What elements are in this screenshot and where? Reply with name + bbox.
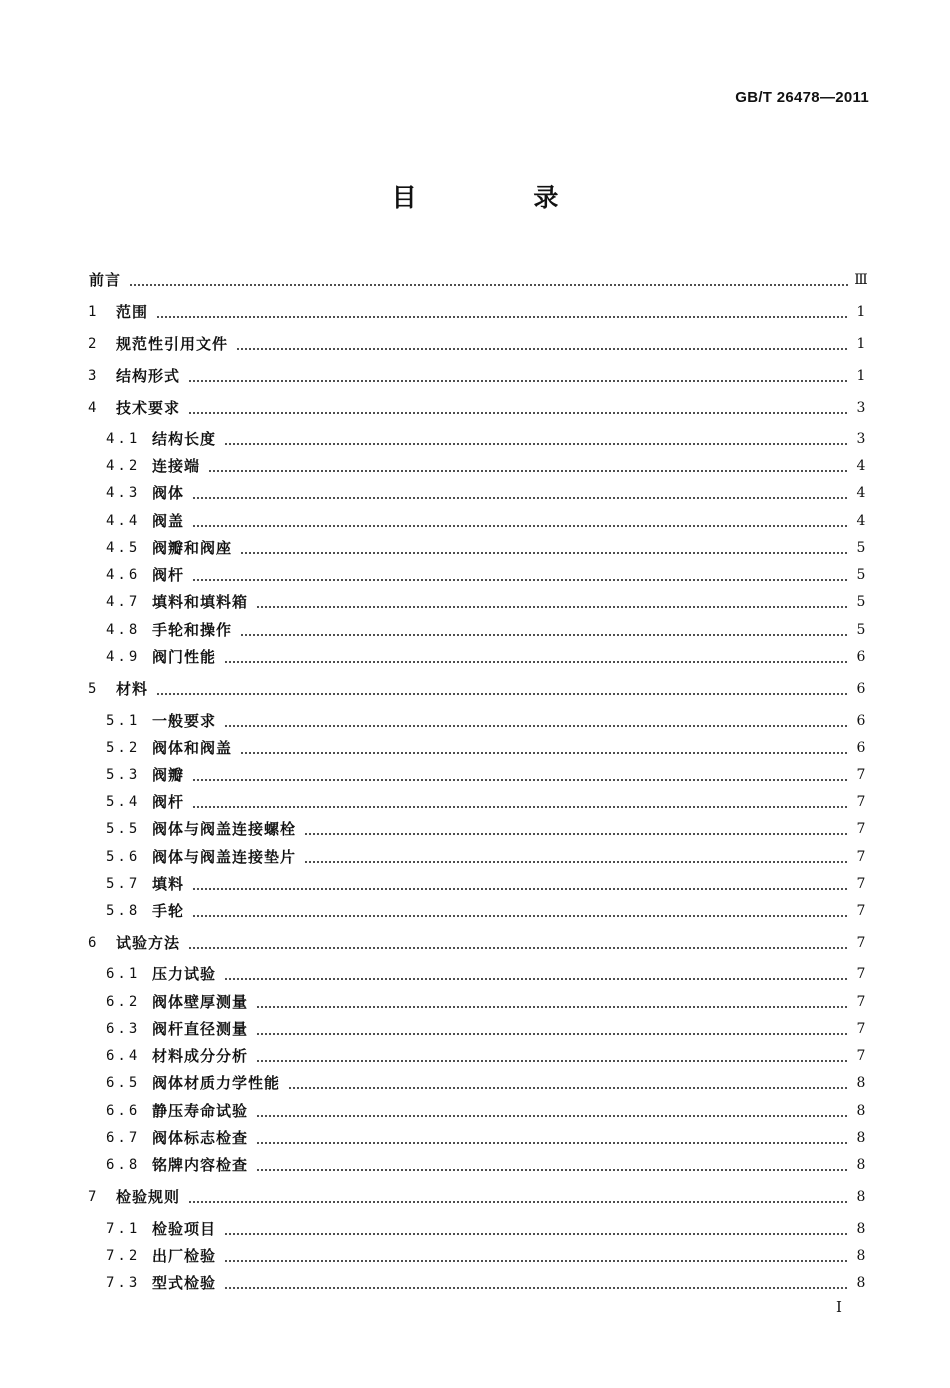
toc-entry-label: 阀体和阀盖 xyxy=(152,739,233,757)
dot-leader xyxy=(256,1142,848,1144)
toc-entry-label: 型式检验 xyxy=(152,1274,217,1292)
toc-entry-number: 5.4 xyxy=(106,794,141,810)
toc-entry-label: 结构形式 xyxy=(116,367,181,385)
toc-entry-page: 4 xyxy=(856,513,866,529)
toc-entry-number: 6.5 xyxy=(106,1075,141,1091)
toc-entry[interactable] xyxy=(0,509,950,531)
toc-entry-label: 阀杆 xyxy=(152,793,185,811)
toc-entry[interactable] xyxy=(0,481,950,503)
toc-entry-page: 7 xyxy=(856,849,866,865)
toc-entry-number: 4.7 xyxy=(106,594,141,610)
dot-leader xyxy=(224,443,848,445)
toc-entry-label: 阀杆直径测量 xyxy=(152,1020,249,1038)
page-number: I xyxy=(836,1298,842,1316)
toc-entry-number: 7.1 xyxy=(106,1221,141,1237)
toc-entry-page: 8 xyxy=(856,1189,866,1205)
toc-entry-page: 5 xyxy=(856,594,866,610)
toc-entry-number: 5.3 xyxy=(106,767,141,783)
toc-entry[interactable] xyxy=(0,790,950,812)
toc-entry-label: 出厂检验 xyxy=(152,1247,217,1265)
toc-entry-number: 4.8 xyxy=(106,622,141,638)
toc-entry-label: 填料和填料箱 xyxy=(152,593,249,611)
toc-entry-number: 6 xyxy=(88,935,97,951)
toc-entry-label: 阀瓣 xyxy=(152,766,185,784)
dot-leader xyxy=(256,606,848,608)
toc-entry-label: 检验规则 xyxy=(116,1188,181,1206)
dot-leader xyxy=(256,1115,848,1117)
toc-entry[interactable] xyxy=(0,1153,950,1175)
toc-entry[interactable] xyxy=(0,590,950,612)
dot-leader xyxy=(304,861,848,863)
dot-leader xyxy=(208,470,848,472)
toc-entry[interactable] xyxy=(0,1126,950,1148)
toc-entry-label: 连接端 xyxy=(152,457,201,475)
toc-entry-number: 6.6 xyxy=(106,1103,141,1119)
toc-entry-number: 5.7 xyxy=(106,876,141,892)
toc-entry[interactable] xyxy=(0,396,950,418)
toc-entry-page: 7 xyxy=(856,794,866,810)
dot-leader xyxy=(224,1260,848,1262)
dot-leader xyxy=(192,497,848,499)
dot-leader xyxy=(188,1201,848,1203)
dot-leader xyxy=(256,1006,848,1008)
toc-entry-label: 规范性引用文件 xyxy=(116,335,229,353)
toc-entry-number: 4.9 xyxy=(106,649,141,665)
toc-entry-number: 6.2 xyxy=(106,994,141,1010)
toc-entry-label: 阀体壁厚测量 xyxy=(152,993,249,1011)
toc-entry-label: 材料 xyxy=(116,680,149,698)
toc-entry[interactable] xyxy=(0,1244,950,1266)
toc-entry-page: 4 xyxy=(856,458,866,474)
toc-entry-page: 3 xyxy=(856,431,866,447)
toc-entry-label: 阀盖 xyxy=(152,512,185,530)
toc-entry-page: 7 xyxy=(856,1021,866,1037)
toc-entry-page: 7 xyxy=(856,903,866,919)
toc-entry-page: 8 xyxy=(856,1275,866,1291)
toc-entry[interactable] xyxy=(0,1099,950,1121)
dot-leader xyxy=(224,725,848,727)
dot-leader xyxy=(256,1060,848,1062)
toc-entry-number: 6.3 xyxy=(106,1021,141,1037)
toc-entry-page: 1 xyxy=(856,304,866,320)
toc-entry[interactable] xyxy=(0,618,950,640)
toc-entry[interactable] xyxy=(0,1044,950,1066)
toc-entry-page: 1 xyxy=(856,368,866,384)
toc-entry-number: 5.8 xyxy=(106,903,141,919)
dot-leader xyxy=(188,380,848,382)
toc-entry-label: 材料成分分析 xyxy=(152,1047,249,1065)
toc-entry[interactable] xyxy=(0,1071,950,1093)
toc-entry[interactable] xyxy=(0,536,950,558)
toc-entry-label: 手轮 xyxy=(152,902,185,920)
toc-entry-label: 前言 xyxy=(89,271,122,289)
toc-entry-label: 一般要求 xyxy=(152,712,217,730)
toc-entry-number: 4.6 xyxy=(106,567,141,583)
toc-entry-page: 6 xyxy=(856,681,866,697)
toc-entry-number: 1 xyxy=(88,304,97,320)
toc-entry-page: 7 xyxy=(856,966,866,982)
toc-entry-number: 5.1 xyxy=(106,713,141,729)
standard-code: GB/T 26478—2011 xyxy=(735,89,869,106)
toc-entry[interactable] xyxy=(0,563,950,585)
dot-leader xyxy=(192,579,848,581)
dot-leader xyxy=(188,412,848,414)
toc-entry-number: 6.7 xyxy=(106,1130,141,1146)
toc-entry[interactable] xyxy=(0,1271,950,1293)
toc-entry-page: 7 xyxy=(856,1048,866,1064)
dot-leader xyxy=(129,284,848,286)
dot-leader xyxy=(192,915,848,917)
toc-entry-page: 4 xyxy=(856,485,866,501)
dot-leader xyxy=(288,1087,848,1089)
page-title: 目 录 xyxy=(391,183,613,212)
toc-entry[interactable] xyxy=(0,454,950,476)
toc-entry[interactable] xyxy=(0,845,950,867)
toc-entry-number: 4.5 xyxy=(106,540,141,556)
dot-leader xyxy=(240,634,848,636)
toc-entry[interactable] xyxy=(0,300,950,322)
toc-entry[interactable] xyxy=(0,899,950,921)
dot-leader xyxy=(156,316,848,318)
toc-entry-page: 8 xyxy=(856,1221,866,1237)
toc-entry[interactable] xyxy=(0,332,950,354)
dot-leader xyxy=(156,693,848,695)
dot-leader xyxy=(240,552,848,554)
toc-entry-number: 4.2 xyxy=(106,458,141,474)
toc-entry-page: 7 xyxy=(856,994,866,1010)
toc-entry-label: 填料 xyxy=(152,875,185,893)
toc-entry-page: 8 xyxy=(856,1248,866,1264)
toc-entry[interactable] xyxy=(0,1017,950,1039)
toc-entry-page: 7 xyxy=(856,821,866,837)
toc-entry-page: 7 xyxy=(856,935,866,951)
toc-entry[interactable] xyxy=(0,1217,950,1239)
toc-entry-number: 7.3 xyxy=(106,1275,141,1291)
toc-entry-number: 7.2 xyxy=(106,1248,141,1264)
dot-leader xyxy=(304,833,848,835)
toc-entry-number: 4 xyxy=(88,400,97,416)
toc-entry-page: 7 xyxy=(856,767,866,783)
toc-entry[interactable] xyxy=(0,736,950,758)
toc-entry-label: 阀体与阀盖连接垫片 xyxy=(152,848,297,866)
toc-entry-number: 4.3 xyxy=(106,485,141,501)
toc-entry[interactable] xyxy=(0,427,950,449)
dot-leader xyxy=(224,1287,848,1289)
toc-entry-label: 压力试验 xyxy=(152,965,217,983)
dot-leader xyxy=(192,806,848,808)
toc-entry-page: 3 xyxy=(856,400,866,416)
dot-leader xyxy=(256,1169,848,1171)
dot-leader xyxy=(240,752,848,754)
dot-leader xyxy=(236,348,848,350)
toc-entry-number: 4.1 xyxy=(106,431,141,447)
toc-entry[interactable] xyxy=(0,709,950,731)
toc-entry-label: 试验方法 xyxy=(116,934,181,952)
toc-entry-number: 5.2 xyxy=(106,740,141,756)
toc-entry-page: 8 xyxy=(856,1130,866,1146)
toc-entry-number: 7 xyxy=(88,1189,97,1205)
dot-leader xyxy=(224,978,848,980)
toc-entry-label: 阀体 xyxy=(152,484,185,502)
toc-entry-number: 5.5 xyxy=(106,821,141,837)
toc-entry-page: 6 xyxy=(856,713,866,729)
toc-entry-page: 5 xyxy=(856,567,866,583)
toc-entry-label: 结构长度 xyxy=(152,430,217,448)
toc-entry[interactable] xyxy=(0,872,950,894)
toc-entry-label: 技术要求 xyxy=(116,399,181,417)
toc-entry-page: 8 xyxy=(856,1103,866,1119)
toc-entry[interactable] xyxy=(0,645,950,667)
toc-entry-page: 8 xyxy=(856,1075,866,1091)
toc-entry-number: 5.6 xyxy=(106,849,141,865)
toc-entry-label: 阀杆 xyxy=(152,566,185,584)
toc-entry-number: 6.8 xyxy=(106,1157,141,1173)
dot-leader xyxy=(256,1033,848,1035)
toc-entry-page: Ⅲ xyxy=(854,272,868,288)
dot-leader xyxy=(224,661,848,663)
toc-entry-label: 检验项目 xyxy=(152,1220,217,1238)
toc-entry-label: 阀瓣和阀座 xyxy=(152,539,233,557)
toc-entry-number: 6.1 xyxy=(106,966,141,982)
toc-entry-page: 5 xyxy=(856,540,866,556)
toc-entry-label: 铭牌内容检查 xyxy=(152,1156,249,1174)
toc-entry-label: 阀体材质力学性能 xyxy=(152,1074,281,1092)
toc-entry-page: 6 xyxy=(856,649,866,665)
toc-entry-page: 5 xyxy=(856,622,866,638)
toc-entry-label: 阀门性能 xyxy=(152,648,217,666)
dot-leader xyxy=(192,779,848,781)
toc-entry-page: 8 xyxy=(856,1157,866,1173)
toc-entry-number: 4.4 xyxy=(106,513,141,529)
dot-leader xyxy=(192,525,848,527)
toc-entry[interactable] xyxy=(0,364,950,386)
toc-entry-page: 7 xyxy=(856,876,866,892)
toc-entry-label: 范围 xyxy=(116,303,149,321)
dot-leader xyxy=(192,888,848,890)
toc-entry-label: 静压寿命试验 xyxy=(152,1102,249,1120)
toc-entry[interactable] xyxy=(0,817,950,839)
toc-entry[interactable] xyxy=(0,931,950,953)
toc-entry[interactable] xyxy=(0,677,950,699)
toc-entry[interactable] xyxy=(0,990,950,1012)
toc-entry-page: 1 xyxy=(856,336,866,352)
toc-entry-page: 6 xyxy=(856,740,866,756)
toc-entry[interactable] xyxy=(0,962,950,984)
toc-entry[interactable] xyxy=(0,1185,950,1207)
toc-entry[interactable] xyxy=(0,268,950,290)
toc-entry-number: 2 xyxy=(88,336,97,352)
toc-entry-label: 手轮和操作 xyxy=(152,621,233,639)
toc-entry-number: 5 xyxy=(88,681,97,697)
toc-entry-number: 3 xyxy=(88,368,97,384)
toc-entry[interactable] xyxy=(0,763,950,785)
toc-entry-number: 6.4 xyxy=(106,1048,141,1064)
dot-leader xyxy=(224,1233,848,1235)
toc-entry-label: 阀体标志检查 xyxy=(152,1129,249,1147)
toc-entry-label: 阀体与阀盖连接螺栓 xyxy=(152,820,297,838)
dot-leader xyxy=(188,947,848,949)
